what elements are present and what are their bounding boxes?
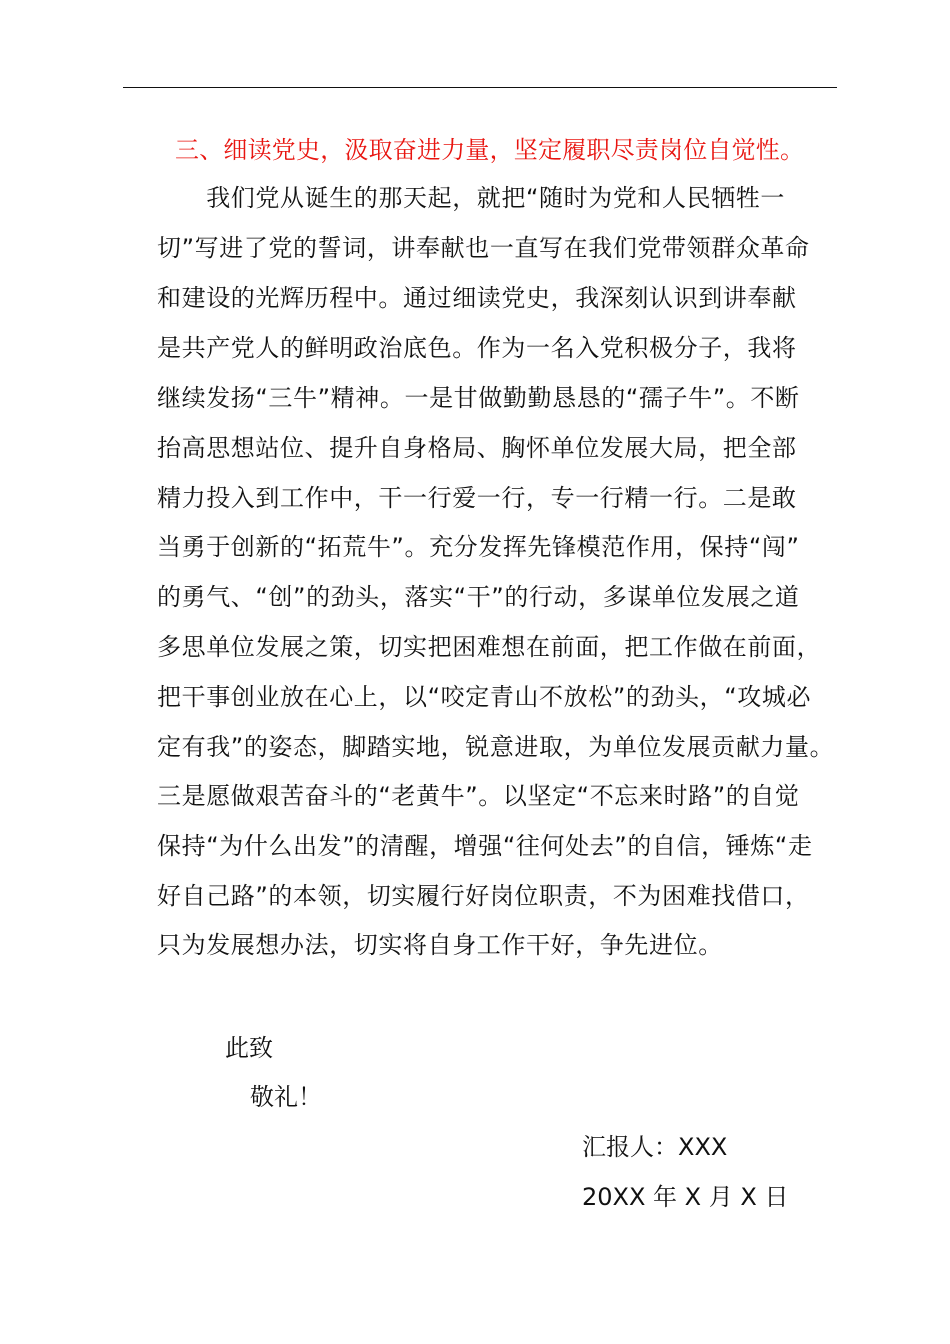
- body-line-5: 继续发扬“三牛”精神。一是甘做勤勤恳恳的“孺子牛”。不断: [157, 384, 800, 412]
- body-line-7: 精力投入到工作中，干一行爱一行，专一行精一行。二是敢: [157, 484, 797, 512]
- body-line-10: 多思单位发展之策，切实把困难想在前面，把工作做在前面，: [157, 633, 822, 661]
- body-line-9: 的勇气、“创”的劲头，落实“干”的行动，多谋单位发展之道: [157, 583, 800, 611]
- body-line-8: 当勇于创新的“拓荒牛”。充分发挥先锋模范作用，保持“闯”: [157, 533, 800, 561]
- reporter-signature: 汇报人：XXX: [582, 1133, 728, 1161]
- body-line-15: 好自己路”的本领，切实履行好岗位职责，不为困难找借口，: [157, 882, 810, 910]
- body-line-2: 切”写进了党的誓词，讲奉献也一直写在我们党带领群众革命: [157, 234, 810, 262]
- body-line-11: 把干事创业放在心上，以“咬定青山不放松”的劲头，“攻城必: [157, 683, 812, 711]
- body-line-4: 是共产党人的鲜明政治底色。作为一名入党积极分子，我将: [157, 334, 797, 362]
- closing-salutation: 此致: [225, 1034, 273, 1062]
- body-line-3: 和建设的光辉历程中。通过细读党史，我深刻认识到讲奉献: [157, 284, 797, 312]
- body-line-14: 保持“为什么出发”的清醒，增强“往何处去”的自信，锤炼“走: [157, 832, 813, 860]
- body-line-6: 抬高思想站位、提升自身格局、胸怀单位发展大局，把全部: [157, 434, 797, 462]
- header-rule: [123, 87, 837, 88]
- body-line-16: 只为发展想办法，切实将自身工作干好，争先进位。: [157, 931, 723, 959]
- body-line-13: 三是愿做艰苦奋斗的“老黄牛”。以坚定“不忘来时路”的自觉: [157, 782, 800, 810]
- report-date: 20XX 年 X 月 X 日: [582, 1183, 789, 1211]
- body-line-12: 定有我”的姿态，脚踏实地，锐意进取，为单位发展贡献力量。: [157, 733, 835, 761]
- closing-regards: 敬礼！: [250, 1083, 322, 1111]
- body-line-1: 我们党从诞生的那天起，就把“随时为党和人民牺牲一: [157, 184, 786, 212]
- section-heading: 三、细读党史，汲取奋进力量，坚定履职尽责岗位自觉性。: [175, 136, 805, 164]
